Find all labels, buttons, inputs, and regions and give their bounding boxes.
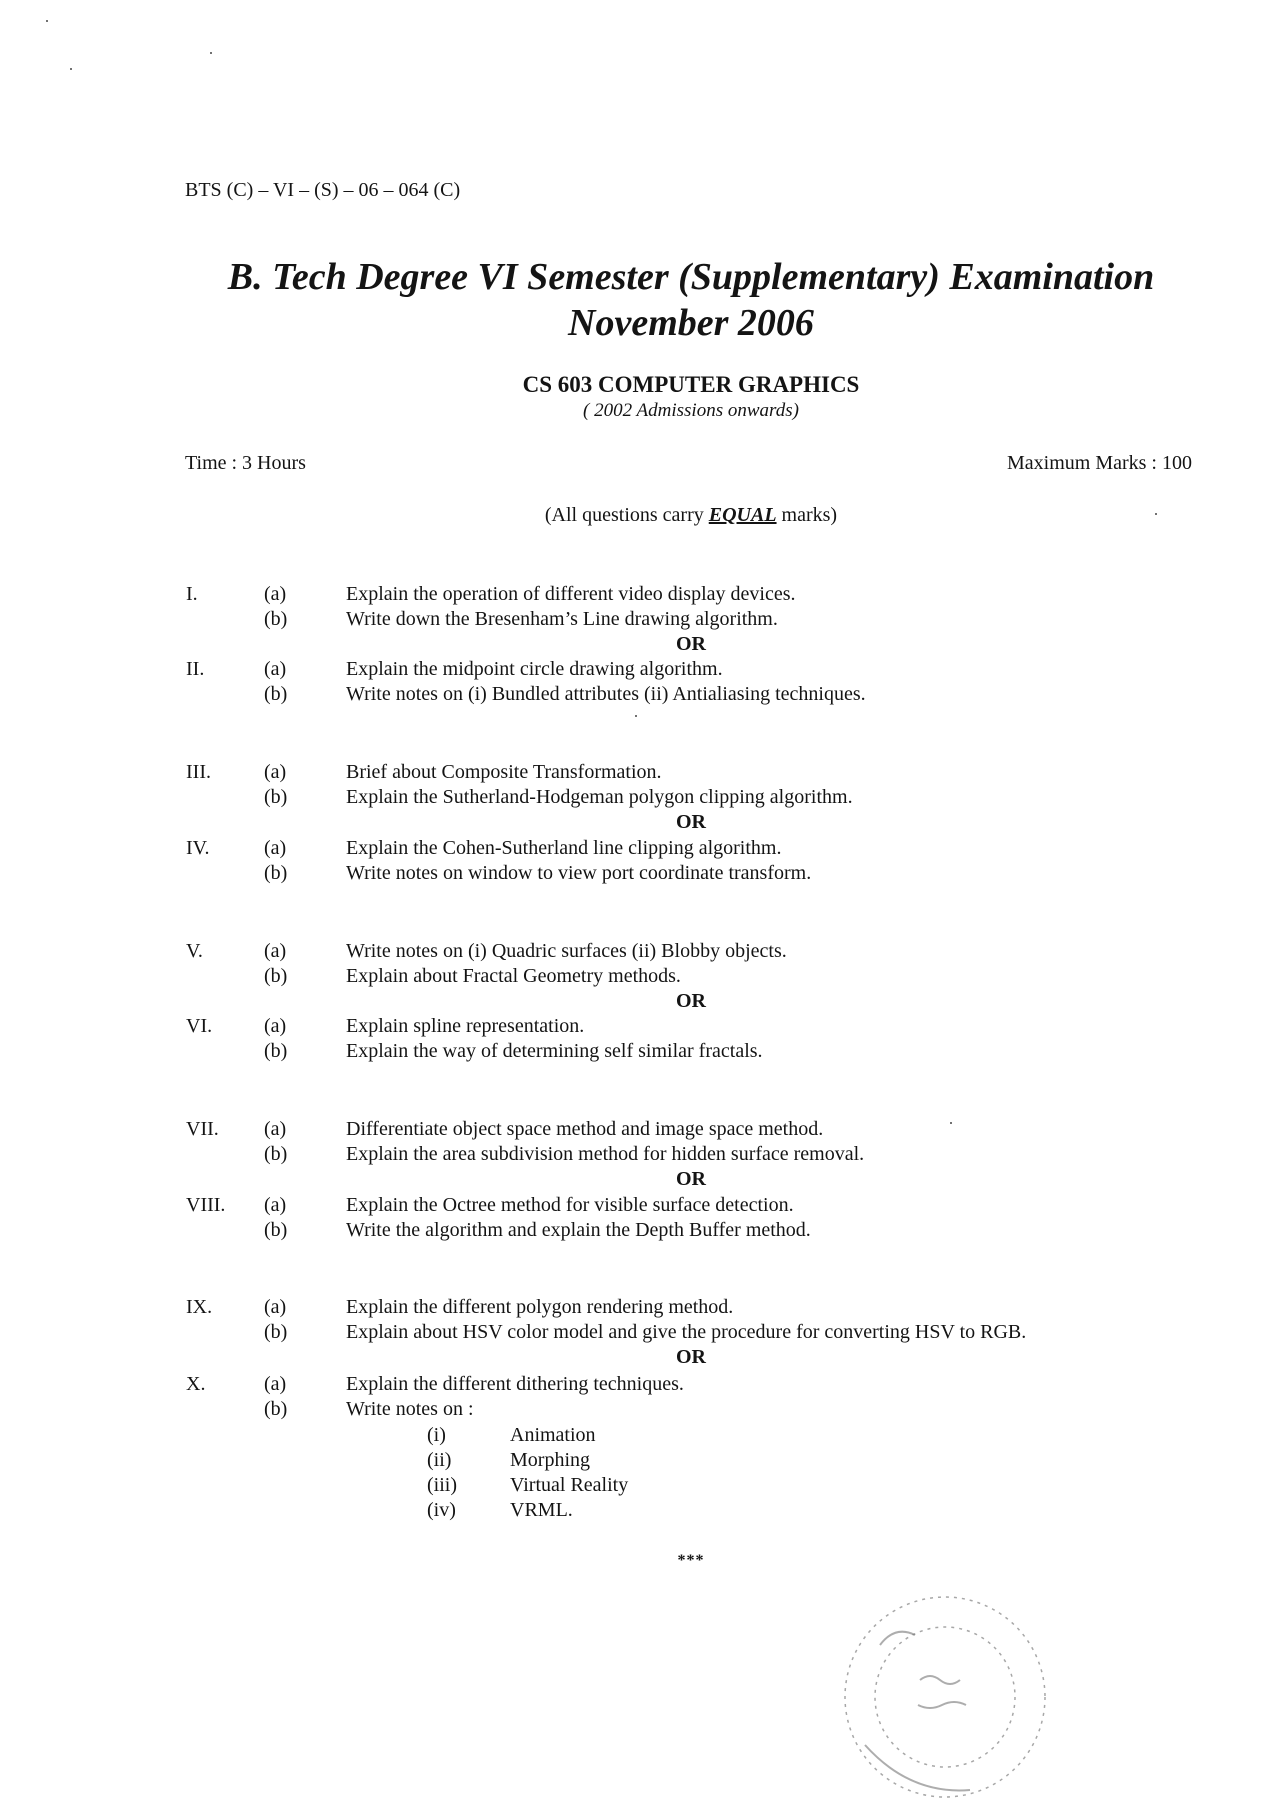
scan-speck	[46, 20, 48, 22]
question-text: Explain about Fractal Geometry methods.	[346, 965, 681, 987]
exam-title-line2: November 2006	[568, 302, 814, 344]
scan-speck	[210, 52, 212, 54]
marks-note-after: marks)	[776, 504, 838, 526]
question-number: III.	[186, 761, 211, 783]
round-seal-stamp-icon	[820, 1585, 1080, 1805]
part-label: (a)	[264, 761, 287, 783]
sub-item-label: (i)	[427, 1424, 446, 1446]
maximum-marks: Maximum Marks : 100	[1007, 452, 1192, 474]
sub-item-text: VRML.	[510, 1499, 573, 1521]
part-label: (a)	[264, 658, 287, 680]
or-divider: OR	[676, 633, 706, 655]
part-label: (a)	[264, 1296, 287, 1318]
marks-note-emphasis: EQUAL	[708, 504, 777, 526]
part-label: (b)	[264, 608, 288, 630]
question-text: Explain the area subdivision method for hidden surface removal.	[346, 1143, 865, 1165]
part-label: (b)	[264, 1321, 288, 1343]
part-label: (a)	[264, 1194, 287, 1216]
part-label: (b)	[264, 1040, 288, 1062]
question-number: II.	[186, 658, 205, 680]
question-number: VIII.	[186, 1194, 226, 1216]
marks-note-before: (All questions carry	[544, 504, 709, 526]
sub-item-label: (iv)	[427, 1499, 456, 1521]
question-text: Write notes on (i) Quadric surfaces (ii) Blobby objects.	[346, 940, 787, 962]
question-number: IX.	[186, 1296, 213, 1318]
course-title: CS 603 COMPUTER GRAPHICS	[522, 372, 860, 397]
part-label: (b)	[264, 1143, 288, 1165]
or-divider: OR	[676, 1168, 706, 1190]
question-text: Write the algorithm and explain the Depth Buffer method.	[346, 1219, 811, 1241]
part-label: (a)	[264, 1118, 287, 1140]
exam-title-line1: B. Tech Degree VI Semester (Supplementary) Examination	[227, 256, 1155, 298]
scan-speck	[635, 715, 637, 717]
part-label: (b)	[264, 786, 288, 808]
part-label: (b)	[264, 683, 288, 705]
question-text: Explain the Sutherland-Hodgeman polygon clipping algorithm.	[346, 786, 853, 808]
time-allowed: Time : 3 Hours	[185, 452, 306, 474]
or-divider: OR	[676, 811, 706, 833]
scan-speck	[950, 1122, 952, 1124]
question-number: X.	[186, 1373, 206, 1395]
part-label: (a)	[264, 1015, 287, 1037]
scan-speck	[70, 68, 72, 70]
sub-item-label: (iii)	[427, 1474, 457, 1496]
question-text: Differentiate object space method and image space method.	[346, 1118, 824, 1140]
question-text: Explain the operation of different video display devices.	[346, 583, 796, 605]
question-number: V.	[186, 940, 203, 962]
marks-note	[0, 504, 1280, 527]
part-label: (b)	[264, 965, 288, 987]
question-text: Write notes on :	[346, 1398, 474, 1420]
question-text: Write notes on (i) Bundled attributes (ii) Antialiasing techniques.	[346, 683, 866, 705]
sub-item-text: Animation	[510, 1424, 596, 1446]
question-number: I.	[186, 583, 198, 605]
part-label: (b)	[264, 1398, 288, 1420]
question-number: IV.	[186, 837, 210, 859]
question-number: VI.	[186, 1015, 213, 1037]
scan-speck	[1155, 513, 1157, 515]
question-number: VII.	[186, 1118, 219, 1140]
question-text: Explain the way of determining self similar fractals.	[346, 1040, 763, 1062]
question-text: Explain the Octree method for visible surface detection.	[346, 1194, 794, 1216]
part-label: (a)	[264, 837, 287, 859]
sub-item-label: (ii)	[427, 1449, 452, 1471]
admissions-note: ( 2002 Admissions onwards)	[583, 400, 799, 421]
question-text: Explain about HSV color model and give the procedure for converting HSV to RGB.	[346, 1321, 1027, 1343]
question-text: Brief about Composite Transformation.	[346, 761, 662, 783]
question-text: Explain spline representation.	[346, 1015, 585, 1037]
part-label: (b)	[264, 862, 288, 884]
part-label: (a)	[264, 1373, 287, 1395]
exam-code: BTS (C) – VI – (S) – 06 – 064 (C)	[185, 179, 461, 201]
end-mark: ***	[677, 1552, 705, 1569]
question-text: Write down the Bresenham’s Line drawing algorithm.	[346, 608, 778, 630]
part-label: (a)	[264, 940, 287, 962]
question-text: Write notes on window to view port coordinate transform.	[346, 862, 812, 884]
part-label: (b)	[264, 1219, 288, 1241]
or-divider: OR	[676, 990, 706, 1012]
sub-item-text: Morphing	[510, 1449, 590, 1471]
part-label: (a)	[264, 583, 287, 605]
sub-item-text: Virtual Reality	[510, 1474, 629, 1496]
or-divider: OR	[676, 1346, 706, 1368]
question-text: Explain the midpoint circle drawing algorithm.	[346, 658, 723, 680]
question-text: Explain the Cohen-Sutherland line clipping algorithm.	[346, 837, 782, 859]
question-text: Explain the different polygon rendering method.	[346, 1296, 734, 1318]
question-text: Explain the different dithering techniques.	[346, 1373, 684, 1395]
